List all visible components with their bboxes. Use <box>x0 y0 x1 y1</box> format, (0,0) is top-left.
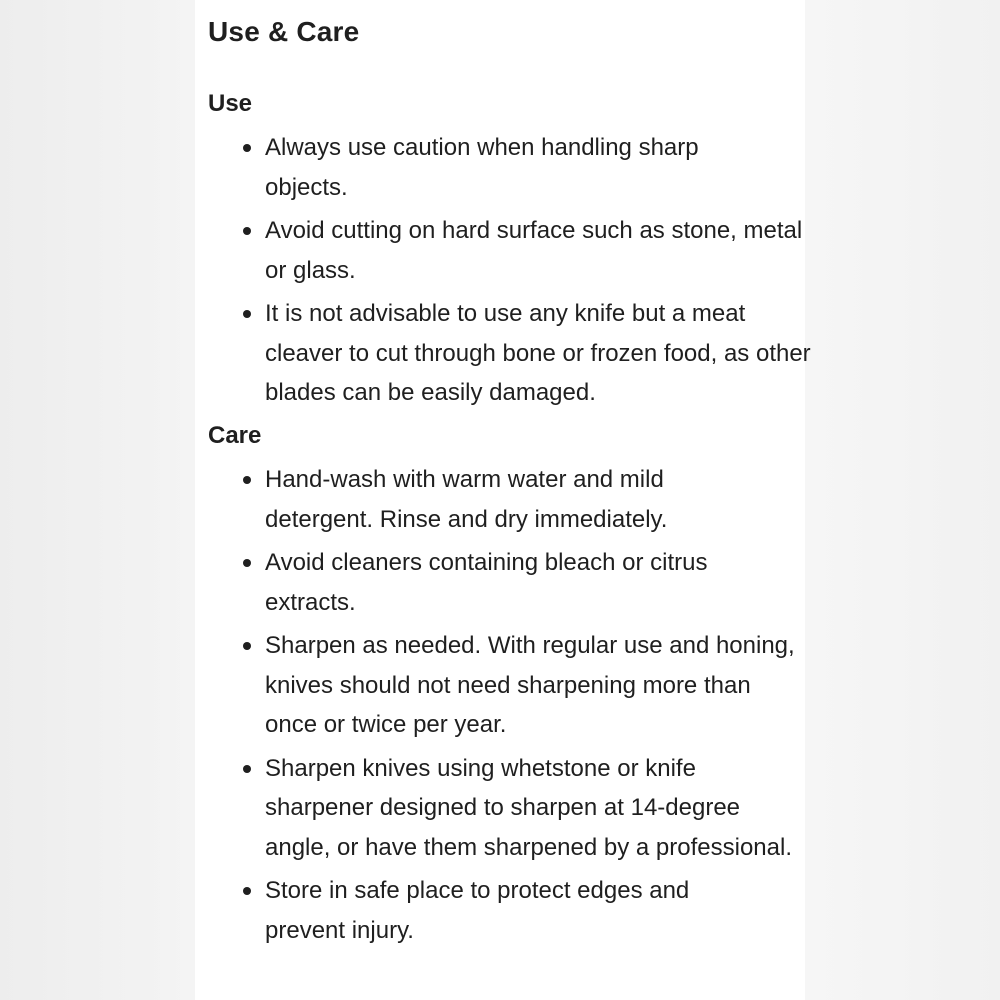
bullet-icon <box>243 476 251 484</box>
list-item <box>243 871 765 950</box>
bullet-icon <box>243 144 251 152</box>
list-item <box>243 626 795 745</box>
page-title: Use & Care <box>208 16 360 47</box>
list-item <box>243 749 810 868</box>
list-item-text: Avoid cutting on hard surface such as stone, metal or glass. <box>265 217 803 284</box>
list-item-text: Sharpen knives using whetstone or knife sharpener designed to sharpen at 14-degree angle, or have them sharpened by a professional. <box>265 754 793 861</box>
list-item <box>243 460 735 539</box>
use-list <box>243 128 811 417</box>
list-item <box>243 294 815 413</box>
list-item-text: Always use caution when handling sharp objects. <box>265 134 699 201</box>
list-item-text: It is not advisable to use any knife but a meat cleaver to cut through bone or frozen food, as other blades can be easily damaged. <box>265 300 811 406</box>
bullet-icon <box>243 559 251 567</box>
bullet-icon <box>243 310 251 318</box>
list-item-text: Store in safe place to protect edges and prevent injury. <box>265 877 690 944</box>
content-panel <box>195 0 811 1000</box>
bullet-icon <box>243 887 251 895</box>
list-item <box>243 128 735 207</box>
list-item-text: Sharpen as needed. With regular use and honing, knives should not need sharpening more than once or twice per year. <box>265 632 795 738</box>
list-item <box>243 211 805 290</box>
bullet-icon <box>243 642 251 650</box>
section-heading-use: Use <box>208 90 253 117</box>
care-list <box>243 460 793 954</box>
section-heading-care: Care <box>208 422 262 449</box>
list-item <box>243 543 785 622</box>
bullet-icon <box>243 227 251 235</box>
bullet-icon <box>243 765 251 773</box>
list-item-text: Hand-wash with warm water and mild detergent. Rinse and dry immediately. <box>265 466 668 533</box>
list-item-text: Avoid cleaners containing bleach or citrus extracts. <box>265 549 708 616</box>
